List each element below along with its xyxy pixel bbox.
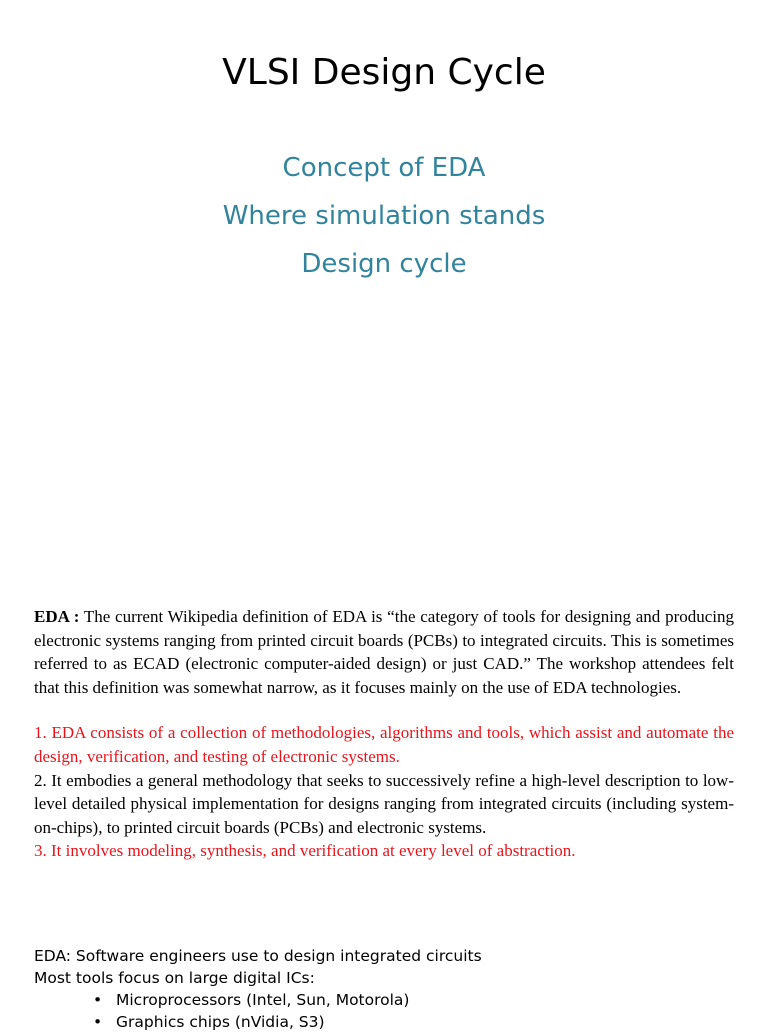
eda-definition-slide <box>34 605 734 863</box>
point-2: 2. It embodies a general methodology that seeks to successively refine a high-level description to low-level detailed physical implementation for designs ranging from integrated circuits (including system-on-chips), to printed circuit boards (PCBs) and electronic systems. <box>34 770 734 837</box>
subtitle-where-simulation-stands: Where simulation stands <box>222 201 546 231</box>
eda-definition-paragraph <box>34 605 734 699</box>
ic-examples-list <box>34 989 734 1033</box>
point-1: 1. EDA consists of a collection of methodologies, algorithms and tools, which assist and automate the design, verification, and testing of electronic systems. <box>34 723 734 766</box>
slide-title: VLSI Design Cycle <box>222 52 546 93</box>
list-item: • Graphics chips (nVidia, S3) <box>116 1011 734 1033</box>
eda-label: EDA : <box>34 607 80 626</box>
subtitle-design-cycle: Design cycle <box>301 249 467 279</box>
eda-tools-line-2: Most tools focus on large digital ICs: <box>34 969 315 987</box>
eda-tools-line-1: EDA: Software engineers use to design integrated circuits <box>34 947 482 965</box>
eda-definition-text: The current Wikipedia definition of EDA is “the category of tools for designing and producing electronic systems ranging from printed circuit boards (PCBs) to integrated circuits. This is sometimes referred to as ECAD (electronic computer-aided design) or just CAD.” The workshop attendees felt that this definition was somewhat narrow, as it focuses mainly on the use of EDA technologies. <box>34 607 734 697</box>
slide-subtitles <box>0 148 768 292</box>
list-item: • Microprocessors (Intel, Sun, Motorola) <box>116 989 734 1011</box>
eda-tools-slide <box>34 945 734 1033</box>
point-3: 3. It involves modeling, synthesis, and verification at every level of abstraction. <box>34 841 576 861</box>
subtitle-concept-of-eda: Concept of EDA <box>282 153 486 183</box>
